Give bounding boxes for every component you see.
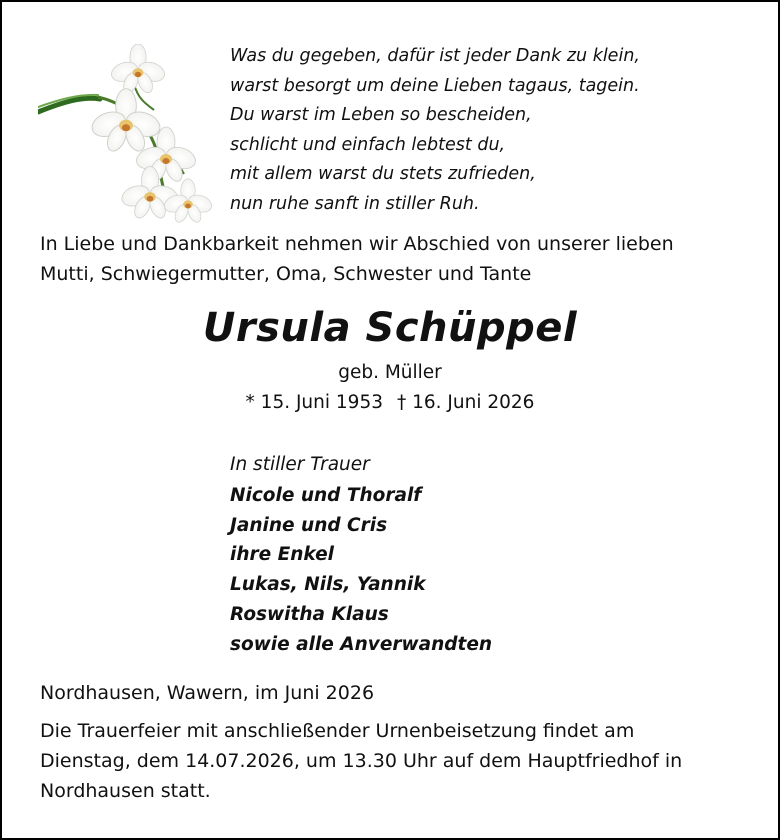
- service-line: Die Trauerfeier mit anschließender Urnenbeisetzung findet am: [40, 720, 635, 742]
- service-line: Nordhausen statt.: [40, 780, 211, 802]
- place-date: Nordhausen, Wawern, im Juni 2026: [40, 682, 375, 704]
- poem-line: Was du gegeben, dafür ist jeder Dank zu klein,: [230, 46, 640, 66]
- birth-name: geb. Müller: [338, 362, 442, 383]
- poem-line: mit allem warst du stets zufrieden,: [230, 164, 536, 185]
- mourner-name: Lukas, Nils, Yannik: [230, 574, 426, 596]
- poem-line: warst besorgt um deine Lieben tagaus, tagein.: [230, 75, 640, 96]
- birth-date: * 15. Juni 1953: [245, 392, 383, 413]
- mourner-name: ihre Enkel: [230, 544, 334, 566]
- mourner-name: Nicole und Thoralf: [230, 484, 422, 506]
- death-date: † 16. Juni 2026: [397, 392, 535, 413]
- life-dates: [2, 392, 778, 413]
- orchid-flower-icon: [38, 44, 216, 226]
- intro-line: In Liebe und Dankbarkeit nehmen wir Abschied von unserer lieben: [40, 233, 674, 255]
- mourners-list: [230, 450, 492, 660]
- mourners-heading: In stiller Trauer: [230, 454, 370, 475]
- intro-line: Mutti, Schwiegermutter, Oma, Schwester und Tante: [40, 262, 532, 285]
- deceased-name: Ursula Schüppel: [202, 305, 578, 351]
- mourner-name: sowie alle Anverwandten: [230, 633, 493, 655]
- mourner-name: Janine und Cris: [230, 514, 388, 536]
- intro-text: [40, 230, 674, 289]
- mourner-name: Roswitha Klaus: [230, 603, 389, 625]
- poem-line: nun ruhe sanft in stiller Ruh.: [230, 193, 480, 214]
- poem-line: schlicht und einfach lebtest du,: [230, 134, 506, 155]
- poem-line: Du warst im Leben so bescheiden,: [230, 105, 532, 126]
- service-line: Dienstag, dem 14.07.2026, um 13.30 Uhr auf dem Hauptfriedhof in: [40, 750, 683, 772]
- service-info: [40, 716, 682, 806]
- poem: [230, 42, 640, 220]
